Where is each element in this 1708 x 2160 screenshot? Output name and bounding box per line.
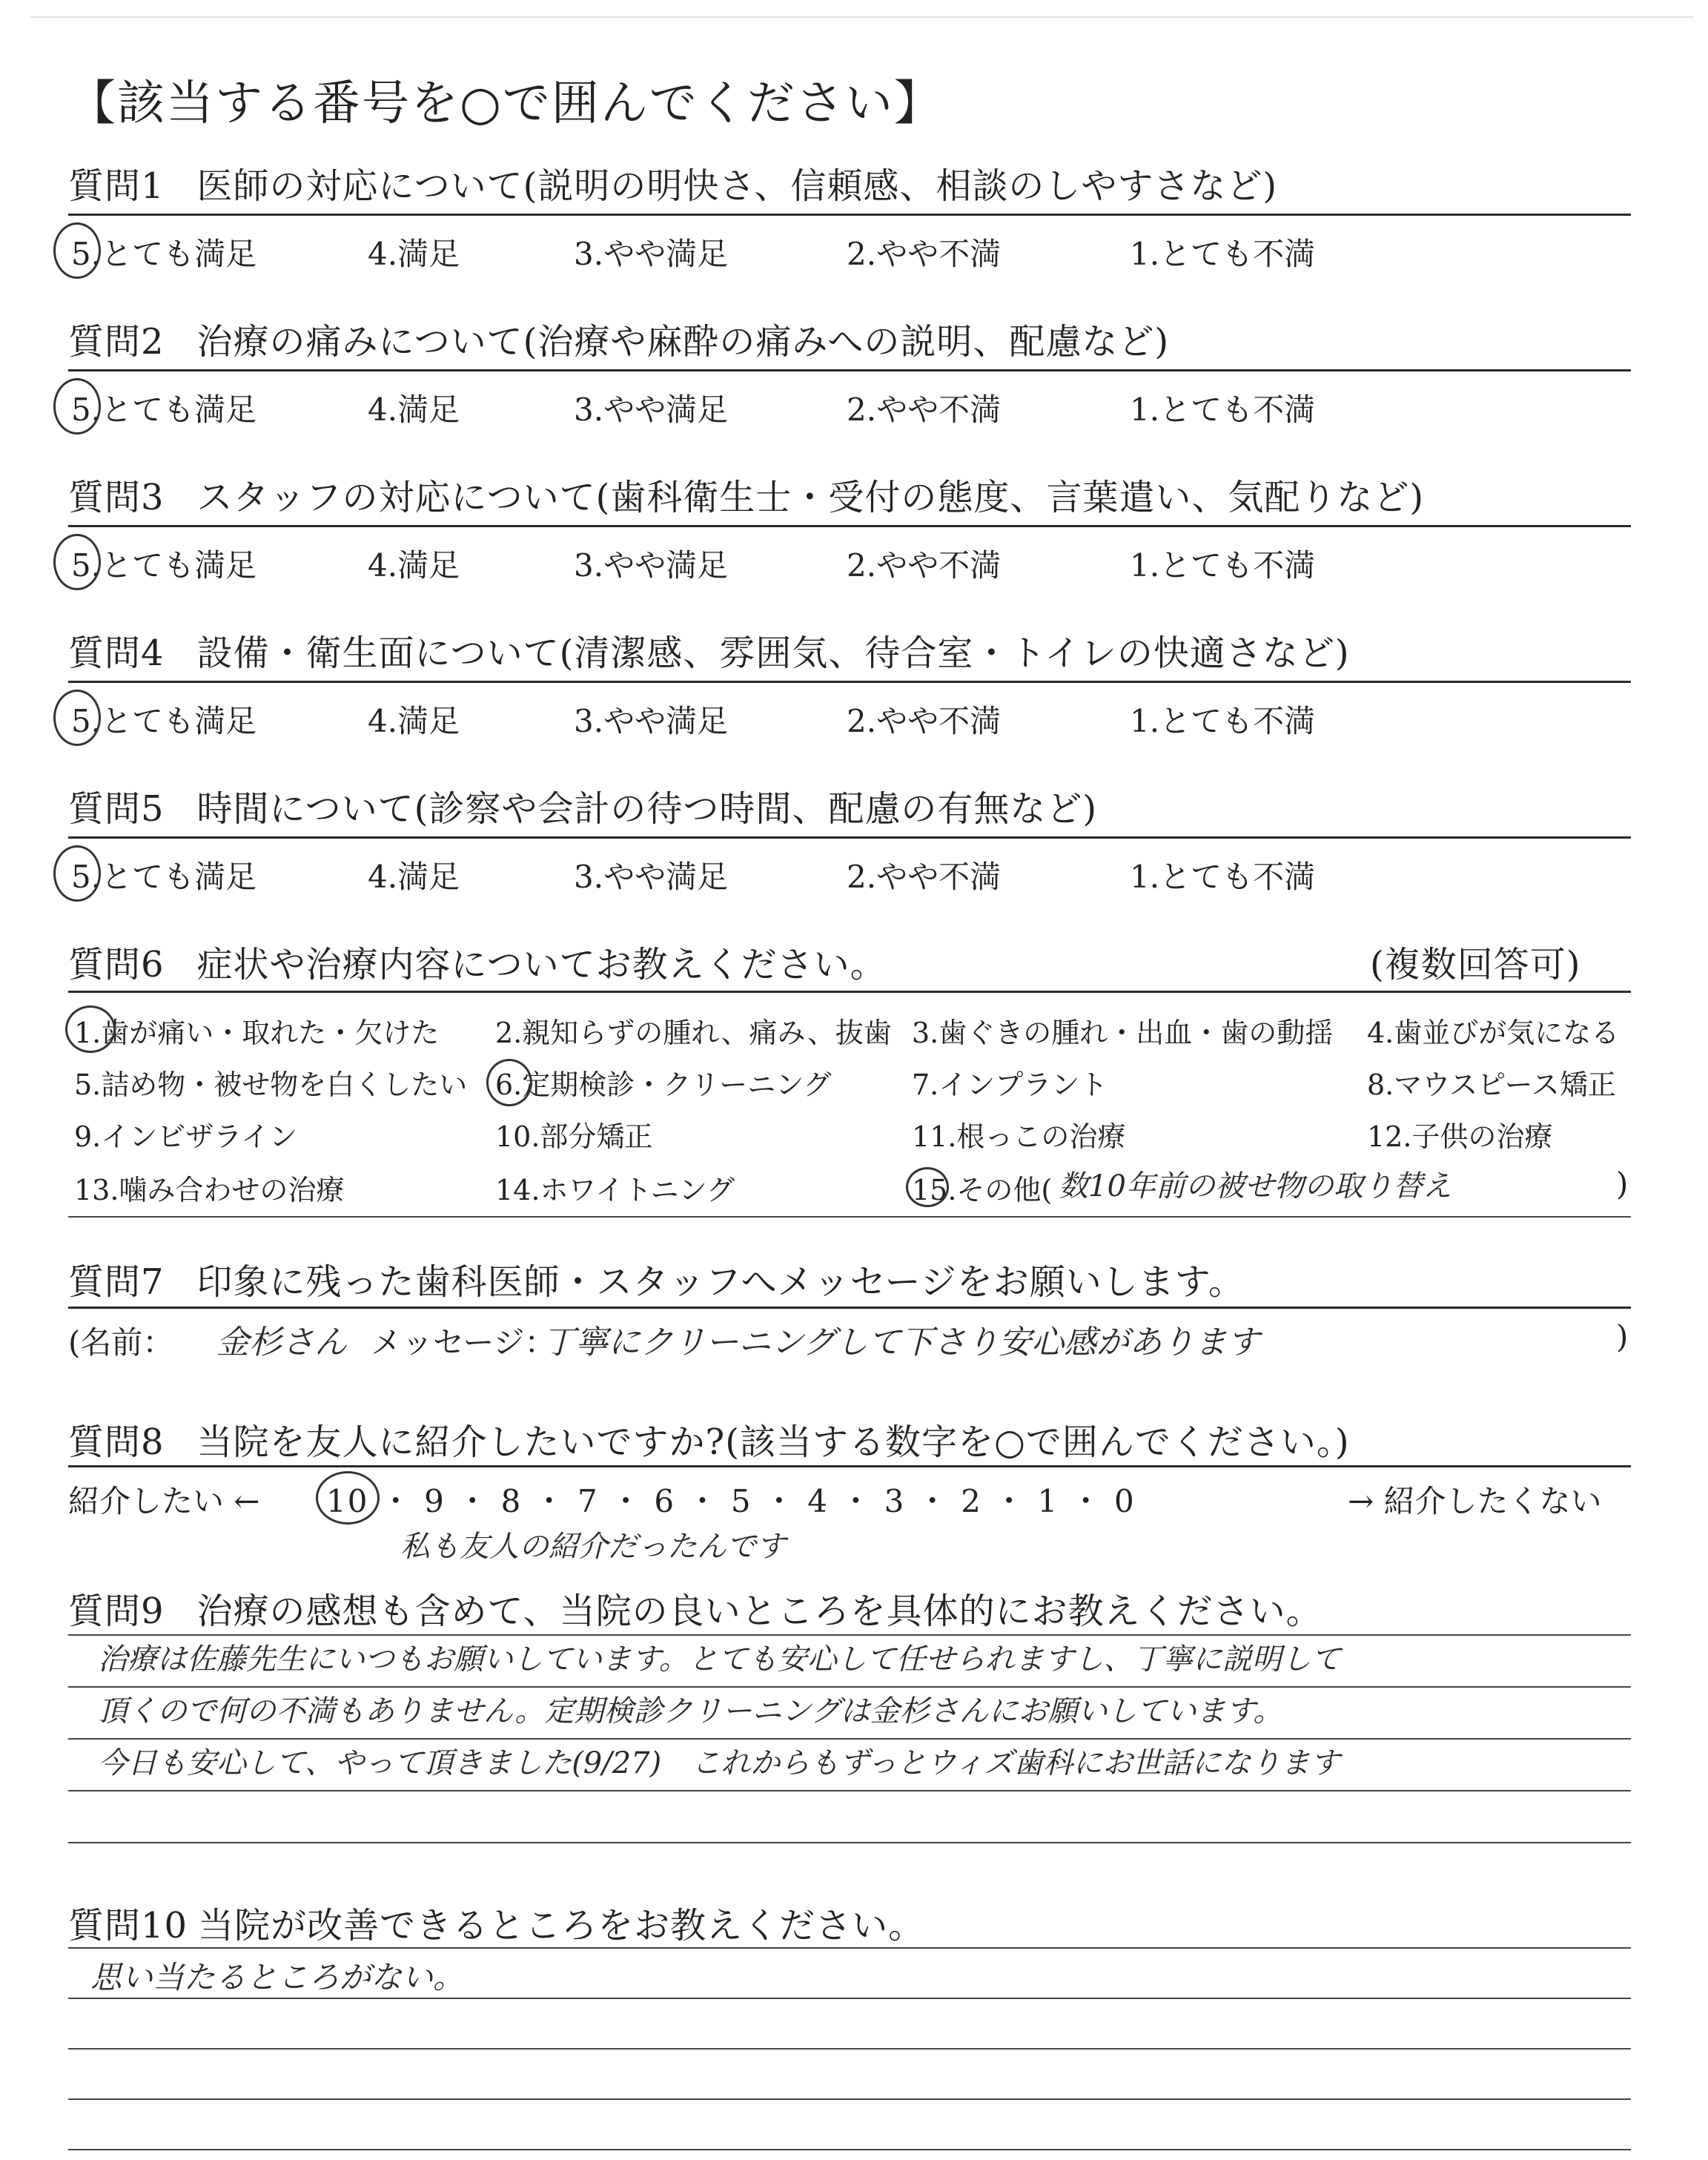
q6-circle-15 [906, 1167, 949, 1207]
q7-message-label: メッセージ： [371, 1324, 556, 1361]
q1-title [68, 157, 1277, 208]
q10-rule-1 [68, 1947, 1631, 1949]
q7-number: 質問7 [68, 1261, 165, 1303]
q3-title [68, 469, 1424, 520]
q4-text: 設備・衛生面について(清潔感、雰囲気、待合室・トイレの快適さなど) [196, 633, 1350, 674]
q6-option-1[interactable]: 1.歯が痛い・取れた・欠けた [74, 1017, 440, 1049]
q10-number: 質問10 [68, 1905, 188, 1946]
q3-options [68, 541, 1631, 586]
q6-option-13[interactable]: 13.噛み合わせの治療 [74, 1174, 345, 1206]
q8-circle-10 [316, 1471, 380, 1525]
q3-option-1[interactable]: 1.とても不満 [1130, 547, 1316, 584]
q2-text: 治療の痛みについて(治療や麻酔の痛みへの説明、配慮など) [196, 321, 1170, 363]
q3-selected-circle [53, 534, 101, 590]
q8-left-label: 紹介したい ← [68, 1483, 260, 1519]
q5-option-2[interactable]: 2.やや不満 [847, 859, 1002, 895]
q6-option-8[interactable]: 8.マウスピース矯正 [1367, 1069, 1616, 1101]
q6-option-3[interactable]: 3.歯ぐきの腫れ・出血・歯の動揺 [912, 1017, 1334, 1049]
q2-number: 質問2 [68, 321, 165, 363]
q10-rule-3 [68, 2048, 1631, 2050]
q5-option-4[interactable]: 4.満足 [368, 859, 460, 895]
q7-close-paren: ) [1616, 1318, 1629, 1355]
q4-option-4[interactable]: 4.満足 [368, 703, 460, 739]
q6-option-5[interactable]: 5.詰め物・被せ物を白くしたい [74, 1069, 468, 1101]
q6-option-4[interactable]: 4.歯並びが気になる [1367, 1017, 1620, 1049]
q2-option-4[interactable]: 4.満足 [368, 392, 460, 428]
q1-option-4[interactable]: 4.満足 [368, 236, 460, 272]
q4-title [68, 624, 1350, 676]
q5-option-1[interactable]: 1.とても不満 [1130, 859, 1316, 895]
q6-option-11[interactable]: 11.根っこの治療 [912, 1120, 1126, 1153]
q2-options [68, 386, 1631, 430]
q3-option-3[interactable]: 3.やや満足 [574, 547, 729, 584]
q5-rule [68, 836, 1631, 839]
q6-option-2[interactable]: 2.親知らずの腫れ、痛み、抜歯 [495, 1017, 892, 1049]
q4-option-5[interactable]: 5.とても満足 [71, 703, 257, 739]
q5-options [68, 853, 1631, 897]
q5-option-3[interactable]: 3.やや満足 [574, 859, 729, 895]
form-header: 【該当する番号を○で囲んでください】 [68, 76, 943, 131]
q6-option-10[interactable]: 10.部分矯正 [495, 1120, 653, 1153]
q1-text: 医師の対応について(説明の明快さ、信頼感、相談のしやすさなど) [196, 165, 1278, 207]
q6-note: (複数回答可) [1370, 944, 1581, 985]
q5-selected-circle [53, 845, 101, 902]
q1-option-1[interactable]: 1.とても不満 [1130, 236, 1316, 272]
q1-options [68, 230, 1631, 274]
q9-text: 治療の感想も含めて、当院の良いところを具体的にお教えください。 [196, 1591, 1323, 1632]
q4-rule [68, 681, 1631, 683]
q6-other-close-paren: ) [1616, 1166, 1629, 1202]
q1-option-5[interactable]: 5.とても満足 [71, 236, 257, 272]
q3-option-5[interactable]: 5.とても満足 [71, 547, 257, 584]
q2-option-2[interactable]: 2.やや不満 [847, 392, 1002, 428]
q6-option-12[interactable]: 12.子供の治療 [1367, 1120, 1553, 1153]
q9-answer-line-3[interactable]: 今日も安心して、やって頂きました(9/27) これからもずっとウィズ歯科にお世話になります [98, 1746, 1340, 1780]
q2-selected-circle [53, 378, 101, 435]
q6-circle-6 [486, 1059, 532, 1106]
q4-number: 質問4 [68, 633, 165, 674]
q6-option-15[interactable]: 15.その他( [912, 1174, 1053, 1206]
q4-options [68, 697, 1631, 742]
q4-selected-circle [53, 690, 101, 746]
q1-rule [68, 214, 1631, 216]
q5-option-5[interactable]: 5.とても満足 [71, 859, 257, 895]
q10-rule-5 [68, 2149, 1631, 2150]
q2-option-5[interactable]: 5.とても満足 [71, 392, 257, 428]
q4-option-1[interactable]: 1.とても不満 [1130, 703, 1316, 739]
q10-rule-2 [68, 1998, 1631, 1999]
q10-title [68, 1897, 924, 1948]
q6-other-handwritten: 数10年前の被せ物の取り替え [1059, 1169, 1452, 1203]
top-edge-line [30, 16, 1693, 18]
q10-text: 当院が改善できるところをお教えください。 [198, 1905, 925, 1946]
q3-option-4[interactable]: 4.満足 [368, 547, 460, 584]
q1-option-3[interactable]: 3.やや満足 [574, 236, 729, 272]
q9-number: 質問9 [68, 1591, 165, 1632]
q3-number: 質問3 [68, 477, 165, 518]
q6-option-6[interactable]: 6.定期検診・クリーニング [495, 1069, 832, 1101]
q9-rule-4 [68, 1790, 1631, 1791]
q1-number: 質問1 [68, 165, 165, 207]
q7-text: 印象に残った歯科医師・スタッフへメッセージをお願いします。 [196, 1261, 1245, 1303]
q1-option-2[interactable]: 2.やや不満 [847, 236, 1002, 272]
q5-text: 時間について(診察や会計の待つ時間、配慮の有無など) [196, 788, 1098, 830]
q7-title [68, 1253, 1245, 1304]
q2-option-3[interactable]: 3.やや満足 [574, 392, 729, 428]
q8-right-label: → 紹介したくない [1348, 1483, 1602, 1519]
q9-title [68, 1582, 1323, 1634]
q8-rule [68, 1465, 1631, 1467]
q8-handwritten-note: 私も友人の紹介だったんです [400, 1530, 786, 1564]
q6-text: 症状や治療内容についてお教えください。 [196, 944, 887, 985]
q6-title [68, 936, 887, 987]
q8-number: 質問8 [68, 1421, 165, 1463]
q4-option-2[interactable]: 2.やや不満 [847, 703, 1002, 739]
q3-option-2[interactable]: 2.やや不満 [847, 547, 1002, 584]
q9-answer-line-2[interactable]: 頂くので何の不満もありません。定期検診クリーニングは金杉さんにお願いしています。 [98, 1694, 1283, 1728]
q4-option-3[interactable]: 3.やや満足 [574, 703, 729, 739]
q7-message-value[interactable]: 丁寧にクリーニングして下さり安心感があります [543, 1324, 1260, 1361]
q3-text: スタッフの対応について(歯科衛生士・受付の態度、言葉遣い、気配りなど) [196, 477, 1425, 518]
q8-title [68, 1413, 1350, 1464]
q2-option-1[interactable]: 1.とても不満 [1130, 392, 1316, 428]
q6-option-7[interactable]: 7.インプラント [912, 1069, 1108, 1101]
q9-answer-line-1[interactable]: 治療は佐藤先生にいつもお願いしています。とても安心して任せられますし、丁寧に説明して [98, 1642, 1341, 1677]
q3-rule [68, 525, 1631, 527]
q2-title [68, 313, 1169, 364]
q6-option-14[interactable]: 14.ホワイトニング [495, 1174, 735, 1206]
q5-title [68, 780, 1097, 831]
q6-rule [68, 991, 1631, 993]
q10-answer-line-1[interactable]: 思い当たるところがない。 [90, 1959, 465, 1995]
q6-bottom-rule [68, 1216, 1631, 1218]
q2-rule [68, 369, 1631, 371]
q9-rule-5 [68, 1842, 1631, 1843]
q10-rule-4 [68, 2098, 1631, 2100]
q7-name-value[interactable]: 金杉さん [216, 1324, 347, 1361]
q6-option-9[interactable]: 9.インビザライン [74, 1120, 298, 1153]
q7-name-label: (名前： [68, 1324, 174, 1361]
q8-scale[interactable]: 10 ・ 9 ・ 8 ・ 7 ・ 6 ・ 5 ・ 4 ・ 3 ・ 2 ・ 1 ・ 0 [326, 1483, 1136, 1519]
q5-number: 質問5 [68, 788, 165, 830]
q6-circle-1 [65, 1005, 116, 1053]
q7-rule [68, 1307, 1631, 1309]
q1-selected-circle [53, 222, 101, 279]
q8-text: 当院を友人に紹介したいですか?(該当する数字を○で囲んでください。) [196, 1421, 1350, 1463]
q6-number: 質問6 [68, 944, 165, 985]
